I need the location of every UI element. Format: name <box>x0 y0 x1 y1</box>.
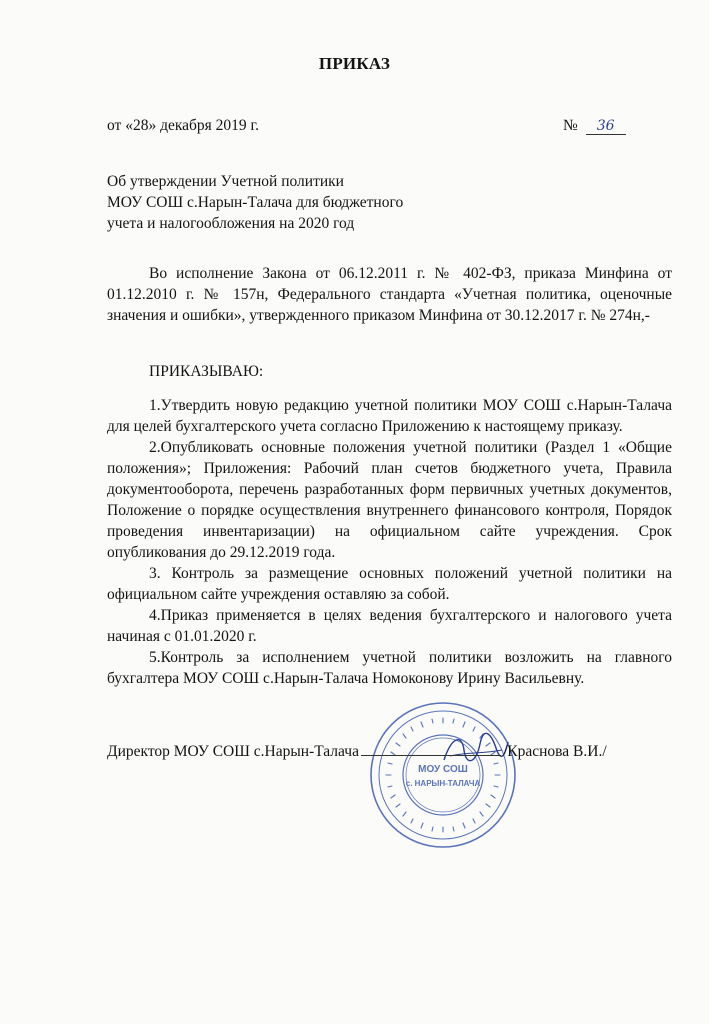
order-item: 1.Утвердить новую редакцию учетной политики МОУ СОШ с.Нарын-Талача для целей бухгалтерского учета согласно Приложению к настоящему приказу. <box>107 397 672 435</box>
order-item: 2.Опубликовать основные положения учетной политики (Раздел 1 «Общие положения»; Приложения: Рабочий план счетов бюджетного учета, Правила документооборота, перечень разработанных форм первичных учетных документов, Положение о порядке осуществления внутреннего финансового контроля, Порядок проведения инвентаризации) на официальном сайте учреждения. Срок опубликования до 29.12.2019 года. <box>107 439 672 561</box>
number-label: № <box>563 117 578 134</box>
document-date: от «28» декабря 2019 г. <box>107 117 260 134</box>
seal-center-line2: с. НАРЫН-ТАЛАЧА <box>405 779 481 788</box>
subject-line: учета и налогообложения на 2020 год <box>107 215 355 232</box>
subject-line: Об утверждении Учетной политики <box>107 173 344 190</box>
document-number <box>563 117 626 135</box>
subject-line: МОУ СОШ с.Нарын-Талача для бюджетного <box>107 194 404 211</box>
signatory-position: Директор МОУ СОШ с.Нарын-Талача <box>107 743 359 760</box>
signature-line <box>107 743 607 761</box>
order-item: 5.Контроль за исполнением учетной политики возложить на главного бухгалтера МОУ СОШ с.Нарын-Талача Номоконову Ирину Васильевну. <box>107 649 672 687</box>
signature-underline <box>361 743 501 756</box>
number-value: 36 <box>586 118 626 135</box>
order-item: 4.Приказ применяется в целях ведения бухгалтерского и налогового учета начиная с 01.01.2020 г. <box>107 607 672 645</box>
official-seal <box>368 700 518 850</box>
intro-paragraph: Во исполнение Закона от 06.12.2011 г. № 402-ФЗ, приказа Минфина от 01.12.2010 г. № 157н, Федерального стандарта «Учетная политика, оценочные значения и ошибки», утвержденного приказом Минфина от 30.12.2017 г. № 274н,- <box>107 265 672 324</box>
order-word: ПРИКАЗЫВАЮ: <box>149 363 264 380</box>
signatory-name: /Краснова В.И./ <box>502 743 607 760</box>
seal-center-line1: МОУ СОШ <box>418 764 468 775</box>
order-items <box>107 395 672 689</box>
order-item: 3. Контроль за размещение основных положений учетной политики на официальном сайте учреждения оставляю за собой. <box>107 565 672 603</box>
document-subject <box>107 171 403 234</box>
document-title: ПРИКАЗ <box>318 54 391 73</box>
